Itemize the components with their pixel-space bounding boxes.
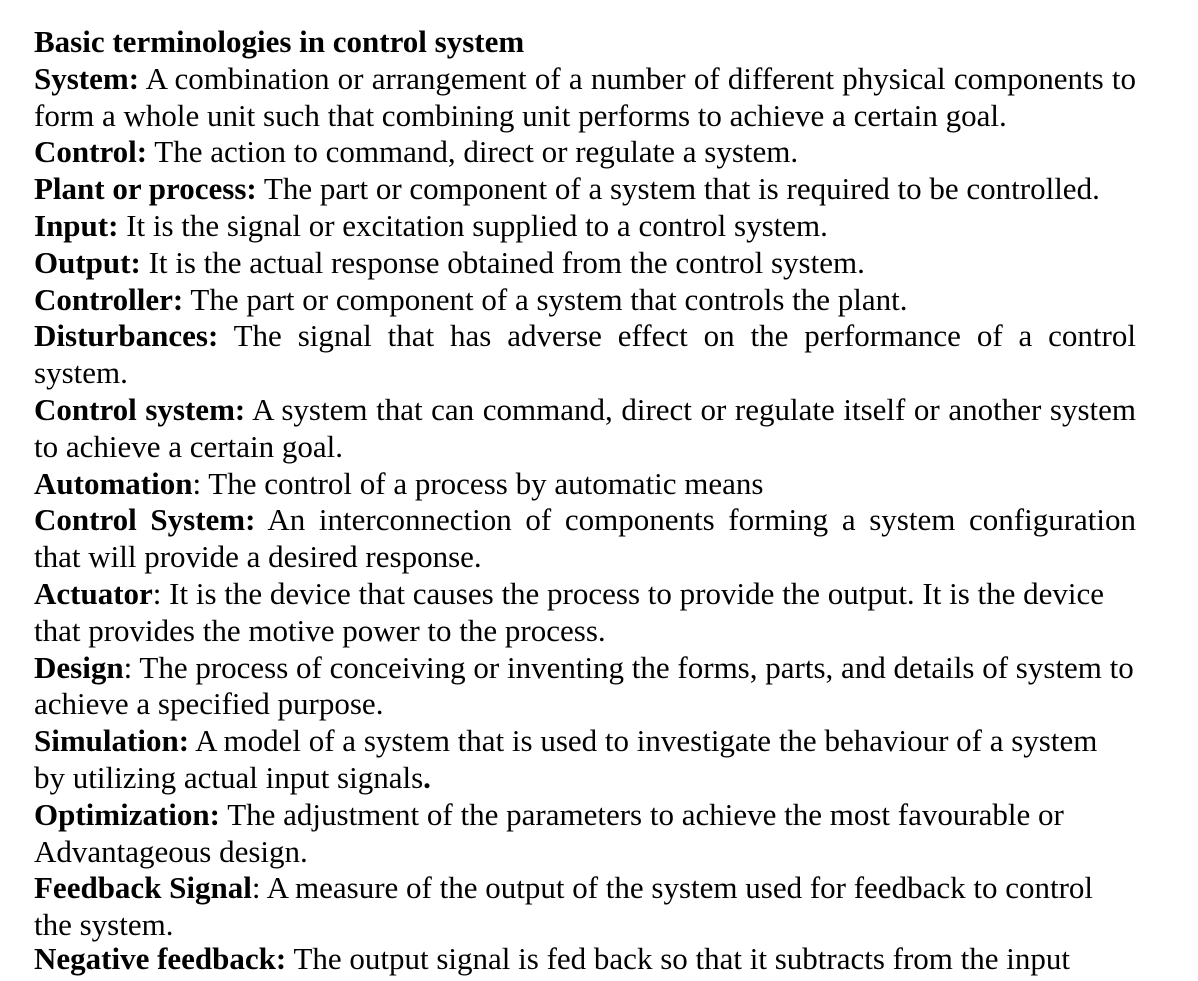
definition-output xyxy=(34,245,1136,282)
term: Design xyxy=(34,649,124,685)
term: Controller: xyxy=(34,281,184,317)
definition-text: A system that can command, direct or regulate itself or another system to achieve a certain goal. xyxy=(34,391,1136,464)
definition-plant-or-process xyxy=(34,171,1136,208)
term-separator: : xyxy=(251,870,261,906)
definition-text: The action to command, direct or regulate a system. xyxy=(147,134,799,170)
definition-text: The part or component of a system that is required to be controlled. xyxy=(256,171,1100,207)
definition-text: It is the actual response obtained from the control system. xyxy=(140,244,865,280)
definition-design xyxy=(34,650,1136,724)
term: Control: xyxy=(34,134,148,170)
definition-text: A combination or arrangement of a number of different physical components to form a whole unit such that combining unit performs to achieve a certain goal. xyxy=(34,60,1136,133)
document-body xyxy=(34,24,1136,944)
definition-simulation xyxy=(34,723,1136,797)
term: Control System: xyxy=(34,502,256,538)
definition-input xyxy=(34,208,1136,245)
definition-text: The process of conceiving or inventing the forms, parts, and details of system to achieve a specified purpose. xyxy=(34,649,1134,722)
definition-controller xyxy=(34,282,1136,319)
term: Actuator xyxy=(34,575,153,611)
term: Negative feedback: xyxy=(34,941,287,976)
definition-text: The adjustment of the parameters to achieve the most favourable or Advantageous design. xyxy=(34,796,1064,869)
term: System: xyxy=(34,60,140,96)
definition-text: It is the signal or excitation supplied to a control system. xyxy=(118,207,828,243)
definition-text: A model of a system that is used to investigate the behaviour of a system by utilizing actual input signals xyxy=(34,723,1098,795)
section-title: Basic terminologies in control system xyxy=(34,24,525,59)
term: Simulation: xyxy=(34,723,190,759)
definition-control-system-2 xyxy=(34,502,1136,576)
term: Plant or process: xyxy=(34,171,257,207)
term: Input: xyxy=(34,207,119,243)
term: Optimization: xyxy=(34,796,220,832)
cut-off-line xyxy=(34,941,1136,981)
definition-disturbances xyxy=(34,318,1136,392)
term: Disturbances: xyxy=(34,318,219,354)
term-separator: : xyxy=(152,575,162,611)
term-separator: : xyxy=(192,465,202,501)
definition-optimization xyxy=(34,797,1136,871)
term: Control system: xyxy=(34,391,246,427)
definition-text: It is the device that causes the process to provide the output. It is the device that provides the motive power to the process. xyxy=(34,575,1105,648)
term: Feedback Signal xyxy=(34,870,252,906)
definition-control xyxy=(34,134,1136,171)
term-separator: : xyxy=(123,649,133,685)
definition-text: The part or component of a system that controls the plant. xyxy=(183,281,908,317)
definition-text: The control of a process by automatic means xyxy=(201,465,764,501)
definition-system xyxy=(34,61,1136,135)
definition-text: A measure of the output of the system used for feedback to control the system. xyxy=(34,870,1094,943)
definition-actuator xyxy=(34,576,1136,650)
definition-text: The output signal is fed back so that it subtracts from the input xyxy=(286,941,1071,976)
definition-control-system xyxy=(34,392,1136,466)
term: Automation xyxy=(34,465,193,501)
definition-automation xyxy=(34,466,1136,503)
definition-text: The signal that has adverse effect on the performance of a control system. xyxy=(34,318,1136,391)
definition-feedback-signal xyxy=(34,870,1136,944)
trailing-period: . xyxy=(423,759,431,795)
term: Output: xyxy=(34,244,141,280)
definition-text: An interconnection of components forming a system configuration that will provide a desired response. xyxy=(34,502,1137,575)
